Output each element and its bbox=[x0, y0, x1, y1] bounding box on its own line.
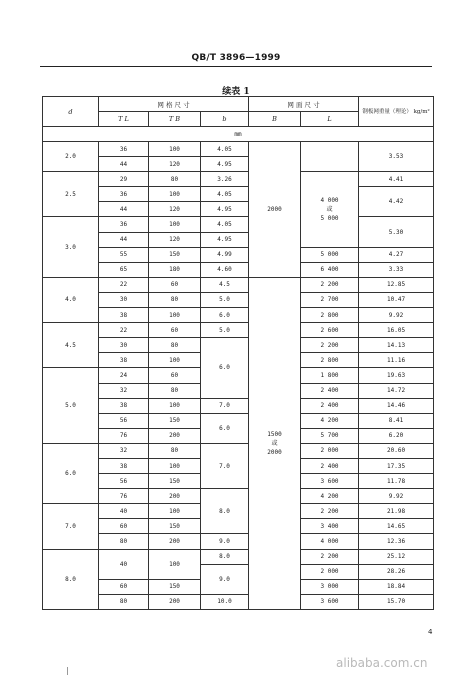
tl-cell: 36 bbox=[99, 142, 149, 157]
tl-cell: 80 bbox=[99, 594, 149, 609]
tb-cell: 60 bbox=[149, 277, 201, 292]
weight-cell: 6.20 bbox=[359, 428, 434, 443]
tb-cell: 150 bbox=[149, 519, 201, 534]
tb-cell: 200 bbox=[149, 428, 201, 443]
weight-cell: 4.42 bbox=[359, 187, 434, 217]
tl-cell: 55 bbox=[99, 247, 149, 262]
tl-cell: 65 bbox=[99, 262, 149, 277]
tl-cell: 38 bbox=[99, 353, 149, 368]
tb-cell: 100 bbox=[149, 458, 201, 473]
l-cell: 5 000 bbox=[301, 247, 359, 262]
tb-cell: 150 bbox=[149, 474, 201, 489]
tl-cell: 38 bbox=[99, 308, 149, 323]
tl-cell: 40 bbox=[99, 549, 149, 579]
table-row bbox=[43, 443, 434, 458]
weight-cell: 28.26 bbox=[359, 564, 434, 579]
weight-cell: 5.30 bbox=[359, 217, 434, 247]
tb-cell: 100 bbox=[149, 142, 201, 157]
header-b: b bbox=[201, 112, 249, 127]
table-row bbox=[43, 323, 434, 338]
weight-cell: 12.36 bbox=[359, 534, 434, 549]
table-row bbox=[43, 489, 434, 504]
b-cell: 10.0 bbox=[201, 594, 249, 609]
tl-cell: 76 bbox=[99, 428, 149, 443]
weight-cell: 14.46 bbox=[359, 398, 434, 413]
l-cell: 2 000 bbox=[301, 443, 359, 458]
l-cell: 3 600 bbox=[301, 594, 359, 609]
tl-cell: 44 bbox=[99, 157, 149, 172]
b-cell: 6.0 bbox=[201, 338, 249, 398]
l-cell: 2 800 bbox=[301, 308, 359, 323]
tl-cell: 56 bbox=[99, 474, 149, 489]
table-row bbox=[43, 277, 434, 292]
b-cell: 8.0 bbox=[201, 549, 249, 564]
b-cell: 5.0 bbox=[201, 292, 249, 307]
d-cell: 4.5 bbox=[43, 323, 99, 368]
b-cell: 4.60 bbox=[201, 262, 249, 277]
l-cell: 4 200 bbox=[301, 489, 359, 504]
l-value: 4 000 bbox=[320, 196, 339, 204]
weight-cell: 9.92 bbox=[359, 308, 434, 323]
weight-cell: 8.41 bbox=[359, 413, 434, 428]
tl-cell: 22 bbox=[99, 323, 149, 338]
standard-code: QB/T 3896—1999 bbox=[191, 53, 281, 63]
d-cell: 4.0 bbox=[43, 277, 99, 322]
tl-cell: 29 bbox=[99, 172, 149, 187]
table-row bbox=[43, 413, 434, 428]
l-cell: 3 600 bbox=[301, 474, 359, 489]
l-cell: 2 600 bbox=[301, 323, 359, 338]
l-cell: 4 200 bbox=[301, 413, 359, 428]
weight-cell: 21.98 bbox=[359, 504, 434, 519]
header-B: B bbox=[249, 112, 301, 127]
b-cell: 4.95 bbox=[201, 157, 249, 172]
header-L: L bbox=[301, 112, 359, 127]
table-row bbox=[43, 338, 434, 353]
tl-cell: 80 bbox=[99, 534, 149, 549]
tb-cell: 200 bbox=[149, 489, 201, 504]
tl-cell: 36 bbox=[99, 217, 149, 232]
table-row bbox=[43, 549, 434, 564]
tb-cell: 80 bbox=[149, 172, 201, 187]
weight-cell: 16.05 bbox=[359, 323, 434, 338]
weight-cell: 4.27 bbox=[359, 247, 434, 262]
b-cell: 6.0 bbox=[201, 308, 249, 323]
weight-cell: 11.16 bbox=[359, 353, 434, 368]
tb-cell: 100 bbox=[149, 187, 201, 202]
l-cell: 5 700 bbox=[301, 428, 359, 443]
b-width-value: 2000 bbox=[267, 205, 282, 213]
weight-cell: 4.41 bbox=[359, 172, 434, 187]
tl-cell: 36 bbox=[99, 187, 149, 202]
weight-cell: 12.85 bbox=[359, 277, 434, 292]
header-mesh-group: 网 格 尺 寸 bbox=[99, 97, 249, 112]
b-cell: 7.0 bbox=[201, 443, 249, 488]
weight-cell: 9.92 bbox=[359, 489, 434, 504]
l-cell: 6 400 bbox=[301, 262, 359, 277]
d-cell: 8.0 bbox=[43, 549, 99, 609]
header-TL: T L bbox=[99, 112, 149, 127]
d-cell: 2.5 bbox=[43, 172, 99, 217]
scan-edge-mark bbox=[67, 667, 68, 675]
b-cell: 9.0 bbox=[201, 564, 249, 594]
l-cell bbox=[301, 142, 359, 172]
tb-cell: 80 bbox=[149, 338, 201, 353]
b-cell: 4.05 bbox=[201, 142, 249, 157]
b-width-cell bbox=[249, 142, 301, 278]
d-cell: 7.0 bbox=[43, 504, 99, 549]
b-width-value: 或 bbox=[271, 439, 278, 447]
table-row bbox=[43, 262, 434, 277]
tl-cell: 22 bbox=[99, 277, 149, 292]
tb-cell: 80 bbox=[149, 443, 201, 458]
d-cell: 3.0 bbox=[43, 217, 99, 277]
weight-cell: 3.53 bbox=[359, 142, 434, 172]
tb-cell: 120 bbox=[149, 232, 201, 247]
tl-cell: 38 bbox=[99, 398, 149, 413]
spec-table bbox=[42, 96, 434, 610]
b-cell: 5.0 bbox=[201, 323, 249, 338]
b-cell: 8.0 bbox=[201, 489, 249, 534]
l-cell: 2 200 bbox=[301, 549, 359, 564]
tl-cell: 60 bbox=[99, 579, 149, 594]
tb-cell: 180 bbox=[149, 262, 201, 277]
unit-row: mm bbox=[43, 127, 434, 142]
b-cell: 6.0 bbox=[201, 413, 249, 443]
b-width-value: 1500 bbox=[267, 430, 282, 438]
tb-cell: 100 bbox=[149, 308, 201, 323]
b-cell: 3.26 bbox=[201, 172, 249, 187]
tb-cell: 200 bbox=[149, 594, 201, 609]
table-row bbox=[43, 247, 434, 262]
tb-cell: 100 bbox=[149, 353, 201, 368]
tb-cell: 100 bbox=[149, 398, 201, 413]
table-row bbox=[43, 187, 434, 202]
weight-cell: 25.12 bbox=[359, 549, 434, 564]
d-cell: 5.0 bbox=[43, 368, 99, 443]
b-cell: 4.5 bbox=[201, 277, 249, 292]
tl-cell: 30 bbox=[99, 292, 149, 307]
l-value: 或 bbox=[326, 205, 333, 213]
header-section-group: 网 面 尺 寸 bbox=[249, 97, 359, 112]
b-cell: 4.95 bbox=[201, 232, 249, 247]
b-cell: 4.95 bbox=[201, 202, 249, 217]
weight-cell: 10.47 bbox=[359, 292, 434, 307]
tl-cell: 32 bbox=[99, 443, 149, 458]
header-d: d bbox=[43, 97, 99, 127]
tb-cell: 150 bbox=[149, 579, 201, 594]
weight-cell: 3.33 bbox=[359, 262, 434, 277]
weight-cell: 17.35 bbox=[359, 458, 434, 473]
table-row bbox=[43, 217, 434, 232]
d-cell: 2.0 bbox=[43, 142, 99, 172]
table-caption: 续表 1 bbox=[222, 87, 250, 97]
table-row bbox=[43, 142, 434, 157]
b-cell: 4.99 bbox=[201, 247, 249, 262]
tb-cell: 80 bbox=[149, 383, 201, 398]
watermark: alibaba.com.cn bbox=[336, 656, 428, 670]
weight-cell: 19.63 bbox=[359, 368, 434, 383]
tl-cell: 44 bbox=[99, 232, 149, 247]
l-cell: 2 400 bbox=[301, 383, 359, 398]
weight-cell: 15.70 bbox=[359, 594, 434, 609]
l-cell: 2 800 bbox=[301, 353, 359, 368]
l-cell: 1 800 bbox=[301, 368, 359, 383]
tb-cell: 60 bbox=[149, 368, 201, 383]
b-cell: 9.0 bbox=[201, 534, 249, 549]
tb-cell: 120 bbox=[149, 202, 201, 217]
l-cell: 2 000 bbox=[301, 564, 359, 579]
table-row bbox=[43, 534, 434, 549]
tb-cell: 80 bbox=[149, 292, 201, 307]
l-cell: 2 200 bbox=[301, 504, 359, 519]
header-rule bbox=[40, 66, 432, 67]
tl-cell: 60 bbox=[99, 519, 149, 534]
tl-cell: 32 bbox=[99, 383, 149, 398]
tb-cell: 100 bbox=[149, 217, 201, 232]
tl-cell: 38 bbox=[99, 458, 149, 473]
tb-cell: 100 bbox=[149, 549, 201, 579]
table-row bbox=[43, 594, 434, 609]
weight-cell: 18.84 bbox=[359, 579, 434, 594]
tb-cell: 150 bbox=[149, 413, 201, 428]
weight-cell: 20.60 bbox=[359, 443, 434, 458]
l-cell: 2 400 bbox=[301, 398, 359, 413]
b-width-value: 2000 bbox=[267, 448, 282, 456]
l-cell: 2 200 bbox=[301, 277, 359, 292]
tb-cell: 60 bbox=[149, 323, 201, 338]
table-row bbox=[43, 292, 434, 307]
tb-cell: 100 bbox=[149, 504, 201, 519]
d-cell: 6.0 bbox=[43, 443, 99, 503]
l-cell: 3 400 bbox=[301, 519, 359, 534]
tb-cell: 120 bbox=[149, 157, 201, 172]
table-row bbox=[43, 172, 434, 187]
page-number: 4 bbox=[428, 628, 433, 636]
tb-cell: 150 bbox=[149, 247, 201, 262]
header-weight: 钢板网重量（理论） kg/m² bbox=[359, 97, 434, 127]
weight-cell: 14.65 bbox=[359, 519, 434, 534]
table-row bbox=[43, 398, 434, 413]
l-cell: 2 400 bbox=[301, 458, 359, 473]
weight-cell: 11.78 bbox=[359, 474, 434, 489]
table-row bbox=[43, 308, 434, 323]
tl-cell: 76 bbox=[99, 489, 149, 504]
l-value: 5 000 bbox=[320, 214, 339, 222]
tl-cell: 56 bbox=[99, 413, 149, 428]
b-cell: 4.05 bbox=[201, 187, 249, 202]
weight-cell: 14.72 bbox=[359, 383, 434, 398]
tl-cell: 24 bbox=[99, 368, 149, 383]
l-cell: 4 000 bbox=[301, 534, 359, 549]
tl-cell: 44 bbox=[99, 202, 149, 217]
tl-cell: 30 bbox=[99, 338, 149, 353]
l-cell: 2 200 bbox=[301, 338, 359, 353]
tl-cell: 40 bbox=[99, 504, 149, 519]
tb-cell: 200 bbox=[149, 534, 201, 549]
l-cell: 3 000 bbox=[301, 579, 359, 594]
l-cell: 2 700 bbox=[301, 292, 359, 307]
header-TB: T B bbox=[149, 112, 201, 127]
l-cell bbox=[301, 172, 359, 247]
weight-cell: 14.13 bbox=[359, 338, 434, 353]
b-cell: 7.0 bbox=[201, 398, 249, 413]
b-width-cell bbox=[249, 277, 301, 609]
b-cell: 4.05 bbox=[201, 217, 249, 232]
